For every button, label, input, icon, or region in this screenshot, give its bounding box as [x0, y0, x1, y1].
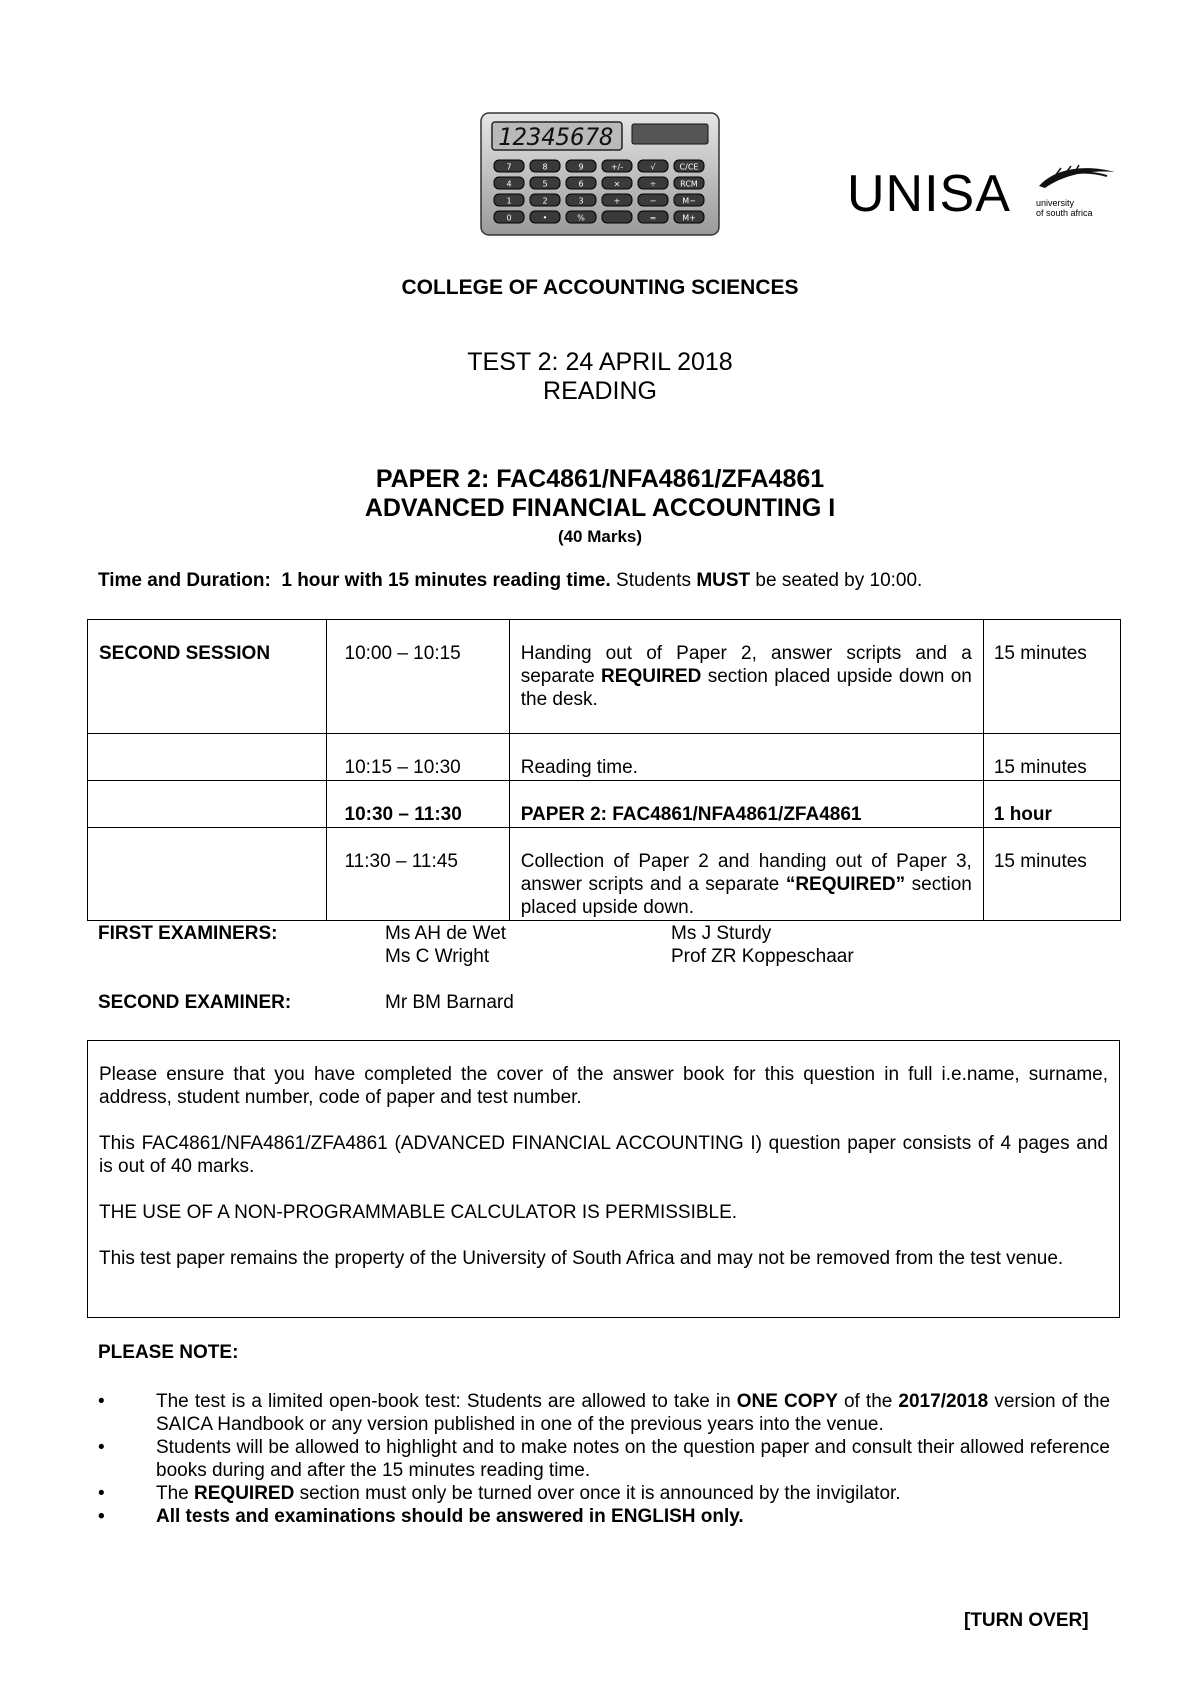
instruction-paragraph: THE USE OF A NON-PROGRAMMABLE CALCULATOR IS PERMISSIBLE. — [99, 1202, 738, 1223]
row-description-bold: REQUIRED — [601, 666, 702, 687]
unisa-emblem-icon — [1035, 162, 1117, 192]
test-reading: READING — [543, 377, 657, 405]
instruction-paragraph: This FAC4861/NFA4861/ZFA4861 (ADVANCED FINANCIAL ACCOUNTING I) question paper consists of 4 pages and is out of 40 marks. — [99, 1133, 1108, 1177]
session-label: SECOND SESSION — [88, 620, 327, 734]
bullet-icon: • — [98, 1391, 105, 1412]
calculator-key-label: = — [649, 213, 657, 223]
calculator-key-label: + — [613, 196, 621, 206]
examiner-name: Prof ZR Koppeschaar — [671, 946, 854, 967]
calculator-key-label: RCM — [680, 179, 698, 189]
calculator-key-label: 0 — [506, 213, 512, 223]
row-time: 10:30 – 11:30 — [326, 781, 509, 828]
logo-subtitle — [1036, 198, 1093, 218]
college-heading: COLLEGE OF ACCOUNTING SCIENCES — [401, 276, 799, 299]
row-time: 11:30 – 11:45 — [326, 828, 509, 921]
logo-wordmark: UNISA — [847, 165, 1011, 223]
duration-text-b: be seated by 10:00. — [755, 570, 923, 591]
list-item-text: The — [156, 1483, 189, 1504]
calculator-key-label: 4 — [506, 179, 512, 189]
turn-over-label: [TURN OVER] — [964, 1610, 1089, 1631]
calculator-key-label: C/CE — [679, 162, 699, 172]
logo-subtitle-line-2: of south africa — [1036, 208, 1093, 218]
calculator-key-label: +/- — [610, 162, 624, 172]
empty-cell — [88, 828, 327, 921]
calculator-key-label: M− — [682, 196, 696, 206]
list-item-text: version of the SAICA Handbook or any version published in one of the previous years into the venue. — [156, 1391, 1111, 1435]
bullet-icon: • — [98, 1506, 105, 1527]
row-description: PAPER 2: FAC4861/NFA4861/ZFA4861 — [509, 781, 983, 828]
duration-label: Time and Duration: — [98, 570, 271, 591]
row-description-text: section placed upside down on the desk. — [520, 666, 972, 710]
instructions-box — [87, 1040, 1120, 1318]
paper-code: PAPER 2: FAC4861/NFA4861/ZFA4861 — [375, 465, 825, 493]
list-item-bold: ONE COPY — [736, 1391, 838, 1412]
duration-bold: 1 hour with 15 minutes reading time. — [281, 570, 611, 591]
row-description — [509, 620, 983, 734]
row-time: 10:00 – 10:15 — [326, 620, 509, 734]
first-examiners-label: FIRST EXAMINERS: — [98, 923, 278, 944]
row-description-text: Collection of Paper 2 and handing out of Paper 3, answer scripts and a separate — [520, 851, 972, 895]
calculator-key-label: 7 — [506, 162, 512, 172]
empty-cell — [88, 734, 327, 781]
calculator-key-label: % — [577, 213, 585, 223]
row-description-text: section placed upside down. — [520, 874, 972, 918]
session-schedule-table — [87, 619, 1121, 921]
row-duration: 15 minutes — [983, 620, 1120, 734]
list-item-bold: 2017/2018 — [898, 1391, 989, 1412]
list-item — [98, 1390, 1110, 1436]
duration-must: MUST — [696, 570, 751, 591]
table-row — [88, 781, 1121, 828]
calculator-key-label: × — [613, 179, 621, 189]
table-row — [88, 620, 1121, 734]
list-item-text: section must only be turned over once it is announced by the invigilator. — [299, 1483, 901, 1504]
list-item-text: The test is a limited open-book test: Students are allowed to take in — [156, 1391, 731, 1412]
row-duration: 15 minutes — [983, 734, 1120, 781]
instruction-paragraph: Please ensure that you have completed the cover of the answer book for this question in full i.e.name, surname, address, student number, code of paper and test number. — [99, 1064, 1108, 1108]
calculator-key-label: − — [649, 196, 657, 206]
calculator-key-label: 6 — [578, 179, 584, 189]
row-description-text: Handing out of Paper 2, answer scripts and a separate — [520, 643, 972, 687]
table-row — [88, 734, 1121, 781]
unisa-logo — [847, 162, 1117, 232]
notes-list — [98, 1390, 1110, 1528]
paper-heading — [0, 465, 1200, 523]
list-item-text: of the — [843, 1391, 893, 1412]
duration-line — [98, 570, 922, 592]
marks-label: (40 Marks) — [557, 527, 643, 546]
list-item-bold: REQUIRED — [194, 1483, 295, 1504]
calculator-image — [480, 112, 720, 236]
calculator-key-label: 8 — [542, 162, 548, 172]
logo-subtitle-line-1: university — [1036, 198, 1075, 208]
second-examiner-label: SECOND EXAMINER: — [98, 992, 292, 1013]
list-item — [98, 1482, 1110, 1505]
row-description: Reading time. — [509, 734, 983, 781]
list-item — [98, 1505, 1110, 1528]
instruction-paragraph: This test paper remains the property of the University of South Africa and may not be removed from the test venue. — [99, 1248, 1064, 1269]
examiner-name: Mr BM Barnard — [385, 992, 514, 1013]
list-item-text: Students will be allowed to highlight and to make notes on the question paper and consult their allowed reference books during and after the 15 minutes reading time. — [156, 1437, 1110, 1481]
calculator-key-label: 9 — [578, 162, 584, 172]
calculator-key-label: 5 — [542, 179, 548, 189]
calculator-icon — [480, 112, 720, 236]
test-heading — [0, 348, 1200, 406]
calculator-key-label: √ — [650, 162, 656, 172]
duration-text-a: Students — [616, 570, 692, 591]
calculator-key-label: 3 — [578, 196, 584, 206]
calculator-key-label: M+ — [682, 213, 696, 223]
calculator-key — [602, 211, 632, 223]
list-item-text: All tests and examinations should be answered in ENGLISH only. — [156, 1506, 744, 1527]
calculator-key-label: 1 — [506, 196, 512, 206]
row-time: 10:15 – 10:30 — [326, 734, 509, 781]
row-description — [509, 828, 983, 921]
row-duration: 15 minutes — [983, 828, 1120, 921]
calculator-key-label: 2 — [542, 196, 548, 206]
examiner-name: Ms C Wright — [385, 946, 490, 967]
test-date: TEST 2: 24 APRIL 2018 — [467, 348, 733, 376]
list-item — [98, 1436, 1110, 1482]
row-description-bold: “REQUIRED” — [785, 874, 906, 895]
row-duration: 1 hour — [983, 781, 1120, 828]
paper-title: ADVANCED FINANCIAL ACCOUNTING I — [364, 494, 836, 522]
please-note-heading: PLEASE NOTE: — [98, 1342, 239, 1363]
examiner-name: Ms AH de Wet — [385, 923, 507, 944]
table-row — [88, 828, 1121, 921]
examiner-name: Ms J Sturdy — [671, 923, 772, 944]
bullet-icon: • — [98, 1437, 105, 1458]
calculator-key-label: ÷ — [649, 179, 657, 189]
calculator-display: 12345678 — [498, 123, 614, 151]
calculator-key-label: • — [542, 213, 548, 223]
empty-cell — [88, 781, 327, 828]
bullet-icon: • — [98, 1483, 105, 1504]
